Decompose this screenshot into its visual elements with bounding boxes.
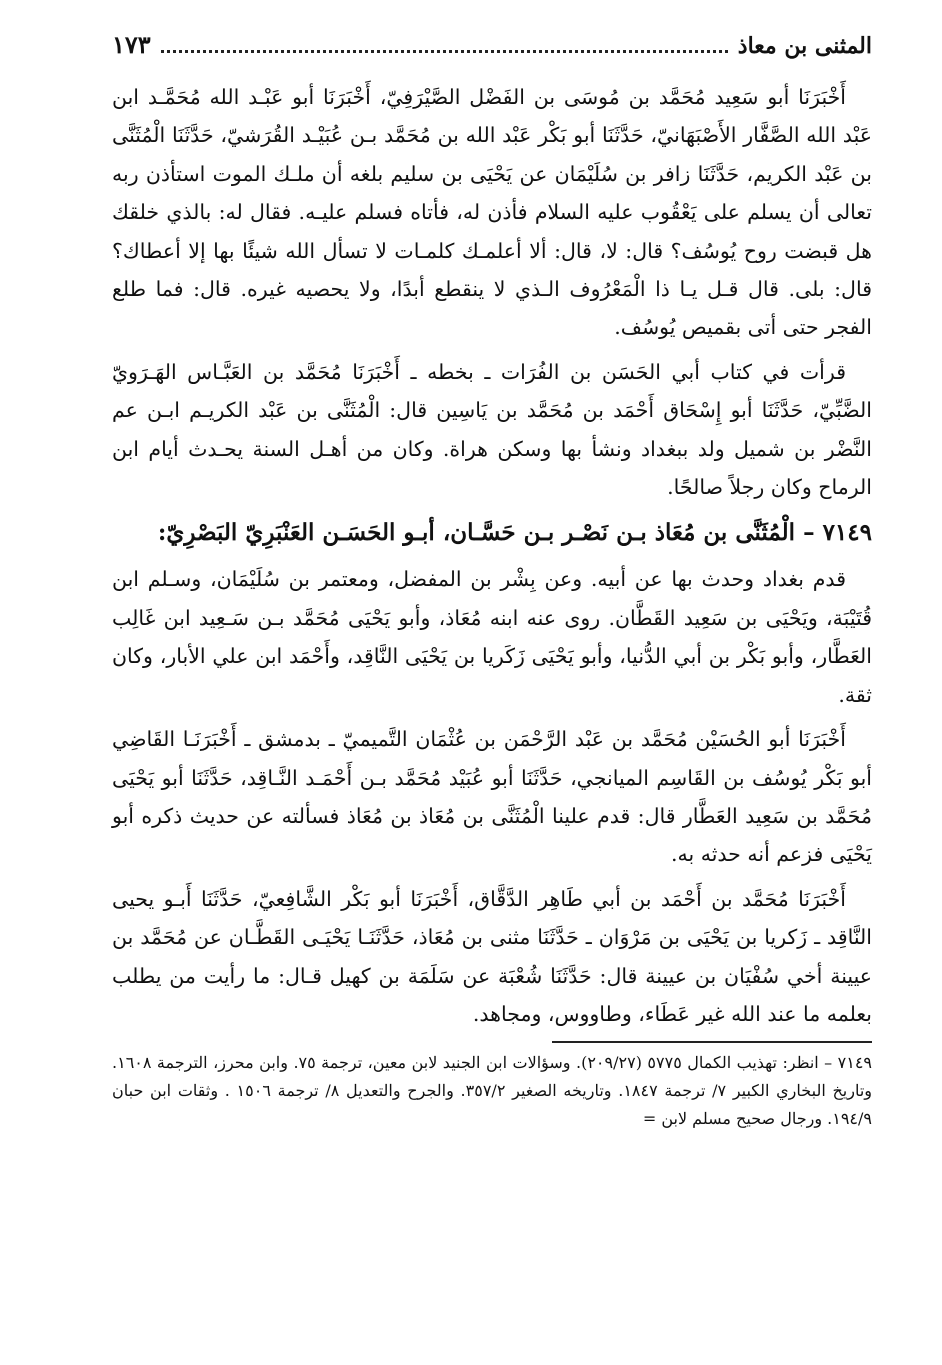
page-number: ١٧٣ — [112, 30, 151, 59]
running-head — [112, 30, 872, 78]
body-paragraph: قرأت في كتاب أبي الحَسَن بن الفُرَات ـ بخطه ـ أَخْبَرَنَا مُحَمَّد بن العَبَّـاس الهَـرَويّ الضَّبِّيّ، حَدَّثَنَا أبو إِسْحَاق أَحْمَد بن مُحَمَّد بن يَاسِين قال: الْمُثَنَّى بن عَبْد الكريـم ابـن عم النَّضْر بن شميل ولد ببغداد ونشأ بها وسكن هراة. وكان من أهـل السنة يحـدث أيام ابن الرماح وكان رجلاً صالحًا. — [112, 359, 872, 500]
running-head-title: المثنى بن معاذ — [737, 33, 872, 59]
footnote-separator — [552, 1041, 872, 1043]
footnote: ٧١٤٩ – انظر: تهذيب الكمال ٥٧٧٥ (٢٠٩/٢٧). وسؤالات ابن الجنيد لابن معين، ترجمة ٧٥. وابن محرز، الترجمة ١٦٠٨. وتاريخ البخاري الكبير ٧/ ترجمة ١٨٤٧. وتاريخه الصغير ٣٥٧/٢. والجرح والتعديل ٨/ ترجمة ١٥٠٦ . وثقات ابن حبان ١٩٤/٩. ورجال صحيح مسلم لابن = — [112, 1053, 873, 1129]
entry-paragraph: قدم بغداد وحدث بها عن أبيه. وعن بِشْر بن المفضل، ومعتمر بن سُلَيْمَان، وسـلم ابن قُتَيْبَة، ويَحْيَى بن سَعِيد القَطَّان. روى عنه ابنه مُعَاذ، وأبو يَحْيَى مُحَمَّد بـن سَـعِيد ابن غَالِب العَطَّار، وأبو بَكْر بن أبي الدُّنيا، وأبو يَحْيَى زَكَريا بن يَحْيَى النَّاقِد، وأَحْمَد ابن علي الأبار، وكان ثقة. — [112, 567, 872, 707]
entry-paragraph: أَخْبَرَنَا أبو الحُسَيْن مُحَمَّد بن عَبْد الرَّحْمَن بن عُثْمَان التَّميميّ ـ بدمشق ـ أَخْبَرَنَـا القَاضِي أبو بَكْر يُوسُف بن القَاسِم الميانجي، حَدَّثَنَا أبو عُبَيْد مُحَمَّد بـن أَحْمَـد النَّـاقِد، حَدَّثَنَا أبو يَحْيَى مُحَمَّد بن سَعِيد العَطَّار قال: قدم علينا الْمُثَنَّى بن مُعَاذ بن مُعَاذ فسألته عن حديث ذكره أبو يَحْيَى فزعم أنه حدثه به. — [112, 727, 872, 867]
running-head-dot-leader — [161, 40, 728, 53]
entry-paragraph: أَخْبَرَنَا مُحَمَّد بن أَحْمَد بن أبي طَاهِر الدَّقَّاق، أَخْبَرَنَا أبو بَكْر الشَّافِعيّ، حَدَّثَنَا أَبـو يحيى النَّاقِد ـ زَكريا بن يَحْيَى بن مَرْوَان ـ حَدَّثَنَا مثنى بن مُعَاذ، حَدَّثَنَـا يَحْيَـى القَطَّـان عن مُحَمَّد بن عيينة أخي سُفْيَان بن عيينة قال: حَدَّثَنَا شُعْبَة عن سَلَمَة بن كهيل قـال: ما رأيت من يطلب بعلمه ما عند الله غير عَطَاء، وطاووس، ومجاهد. — [112, 886, 872, 1026]
body-paragraph: أَخْبَرَنَا أبو سَعِيد مُحَمَّد بن مُوسَى بن الفَضْل الصَّيْرَفِيّ، أَخْبَرَنَا أبو عَبْـد الله مُحَمَّـد ابن عَبْد الله الصَّفَّار الأَصْبَهَانيّ، حَدَّثَنَا أبو بَكْر عَبْد الله بن مُحَمَّد بـن عُبَيْـد القُرَشيّ، حَدَّثَنَا الْمُثَنَّى بن عَبْد الكريم، حَدَّثَنَا زافر بن سُلَيْمَان عن يَحْيَى بن سليم بلغه أن ملـك الموت استأذن ربه تعالى أن يسلم على يَعْقُوب عليه السلام فأذن له، فأتاه فسلم عليـه. فقال له: بالذي خلقك هل قبضت روح يُوسُف؟ قال: لا، قال: ألا أعلمـك كلمـات لا تسأل الله شيئًا بها إلا أعطاك؟ قال: بلى. قال قـل يـا ذا الْمَعْرُوف الـذي لا ينقطع أبدًا، ولا يحصيه غيره. قال: فما طلع الفجر حتى أتى بقميص يُوسُف. — [112, 85, 872, 340]
entry-heading: ٧١٤٩ – الْمُثَنَّى بن مُعَاذ بـن نَصْـر بـن حَسَّـان، أبـو الحَسَـن العَنْبَرِيّ البَصْرِيّ: — [157, 519, 872, 547]
